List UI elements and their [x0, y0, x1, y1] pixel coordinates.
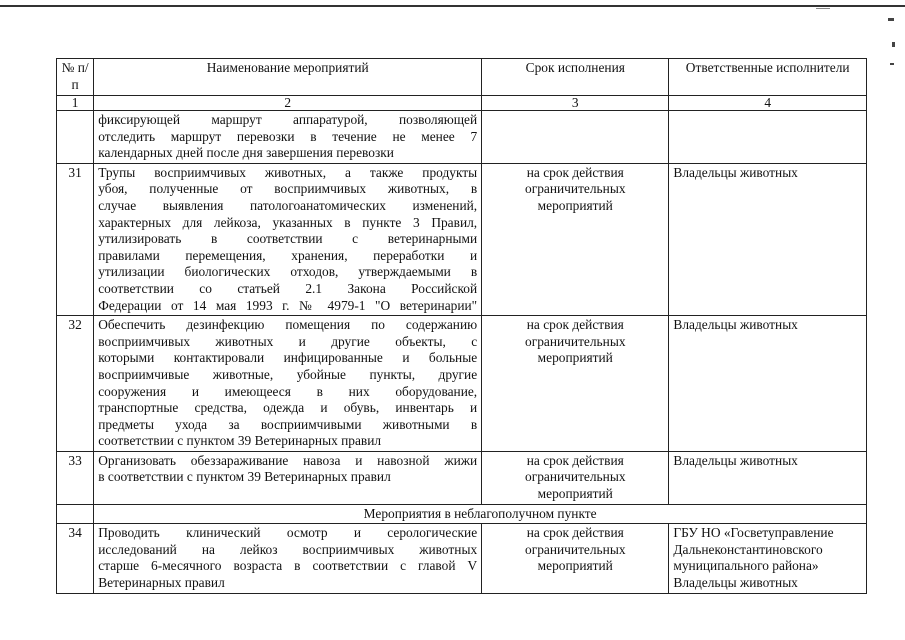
section-title: Мероприятия в неблагополучном пункте [94, 504, 867, 524]
page-top-rule [0, 5, 905, 7]
text-line: утилизировать в соответствии с ветеринарными [98, 231, 478, 247]
row-term-cell [482, 316, 669, 452]
text-line: фиксирующей маршрут аппаратурой, позволяющей [98, 112, 478, 127]
text-line: Ветеринарных правил [98, 575, 225, 591]
row-term-cell [482, 111, 669, 164]
text-line: в соответствии с пунктом 39 Ветеринарных правил [98, 469, 391, 485]
text-line: на срок действия [526, 452, 624, 468]
row-term-cell [482, 163, 669, 315]
text-line: сооружения и имеющееся в них оборудование, [98, 383, 478, 399]
text-line: Трупы восприимчивых животных, а также продукты [98, 164, 478, 180]
scan-speck [890, 63, 894, 65]
text-line: муниципального района» [673, 558, 819, 574]
table-row-31 [57, 163, 867, 315]
table-row-34 [57, 524, 867, 593]
row-num-cell [57, 111, 94, 164]
text-line: восприимчивых животных и другие объекты, с [98, 333, 478, 349]
row-term-cell [482, 524, 669, 593]
column-number: 1 [57, 96, 94, 111]
text-line: случае выявления патологоанатомических изменений, [98, 197, 478, 213]
row-exec-cell [669, 111, 867, 164]
text-line: которыми контактировали инфицированные и больные [98, 350, 478, 366]
row-exec-cell [669, 316, 867, 452]
text-line: Дальнеконстантиновского [673, 541, 823, 557]
text-line: на срок действия [526, 317, 624, 333]
text-line: ограничительных [525, 541, 626, 557]
table-header-row [57, 59, 867, 96]
table-row-32 [57, 316, 867, 452]
text-line: ГБУ НО «Госветуправление [673, 525, 834, 541]
text-line: характерных для лейкоза, указанных в пункте 3 Правил, [98, 214, 478, 230]
text-line: транспортные средства, одежда и обувь, инвентарь и [98, 400, 478, 416]
header-exec: Ответственные исполнители [669, 59, 867, 96]
row-name-cell [94, 451, 482, 504]
scan-speck [892, 42, 895, 47]
text-line: Владельцы животных [673, 164, 798, 180]
text-line: соответствии с пунктом 39 Ветеринарных правил [98, 433, 382, 449]
column-number: 4 [669, 96, 867, 111]
row-name-cell [94, 163, 482, 315]
scan-speck [888, 18, 894, 21]
table-row-33 [57, 451, 867, 504]
text-line: старше 6-месячного возраста в соответствии с главой V [98, 558, 478, 574]
row-name-cell [94, 111, 482, 164]
text-line: Владельцы животных [673, 452, 798, 468]
text-line: мероприятий [537, 350, 613, 366]
measures-table [56, 58, 867, 594]
row-exec-cell [669, 524, 867, 593]
text-line: Владельцы животных [673, 575, 798, 591]
row-term-cell [482, 451, 669, 504]
row-name-cell [94, 316, 482, 452]
text-line: восприимчивые животные, убойные пункты, другие [98, 366, 478, 382]
text-line: мероприятий [537, 558, 613, 574]
text-line: утилизации биологических отходов, утверждаемыми в [98, 264, 478, 280]
text-line: календарных дней после дня завершения перевозки [98, 145, 394, 161]
text-line: Владельцы животных [673, 317, 798, 333]
scan-speck [816, 8, 830, 9]
text-line: ограничительных [525, 181, 626, 197]
table-row-continuation [57, 111, 867, 164]
text-line: на срок действия [526, 164, 624, 180]
text-line: убоя, полученные от восприимчивых животных, в [98, 181, 478, 197]
text-line: мероприятий [537, 486, 613, 502]
row-num-cell [57, 504, 94, 524]
header-num: № п/п [57, 59, 94, 96]
text-line: соответствии со статьей 2.1 Закона Российской [98, 280, 478, 296]
row-num: 34 [57, 524, 94, 593]
row-num: 32 [57, 316, 94, 452]
text-line: Проводить клинический осмотр и серологические [98, 525, 478, 541]
column-number-row [57, 96, 867, 111]
text-line: правилами перемещения, хранения, переработки и [98, 247, 478, 263]
row-exec-cell [669, 163, 867, 315]
header-term: Срок исполнения [482, 59, 669, 96]
section-row [57, 504, 867, 524]
text-line: Обеспечить дезинфекцию помещения по содержанию [98, 317, 478, 333]
text-line: ограничительных [525, 469, 626, 485]
text-line: исследований на лейкоз восприимчивых животных [98, 541, 478, 557]
text-line: на срок действия [526, 525, 624, 541]
text-line: ограничительных [525, 333, 626, 349]
text-line: предметы ухода за восприимчивыми животными в [98, 416, 478, 432]
text-line: отследить маршрут перевозки в течение не менее 7 [98, 128, 478, 144]
row-num: 31 [57, 163, 94, 315]
column-number: 2 [94, 96, 482, 111]
text-line: мероприятий [537, 197, 613, 213]
row-name-cell [94, 524, 482, 593]
row-exec-cell [669, 451, 867, 504]
header-name: Наименование мероприятий [94, 59, 482, 96]
column-number: 3 [482, 96, 669, 111]
text-line: Организовать обеззараживание навоза и навозной жижи [98, 452, 478, 468]
row-num: 33 [57, 451, 94, 504]
text-line: Федерации от 14 мая 1993 г. № 4979-1 "О ветеринарии" [98, 297, 478, 313]
